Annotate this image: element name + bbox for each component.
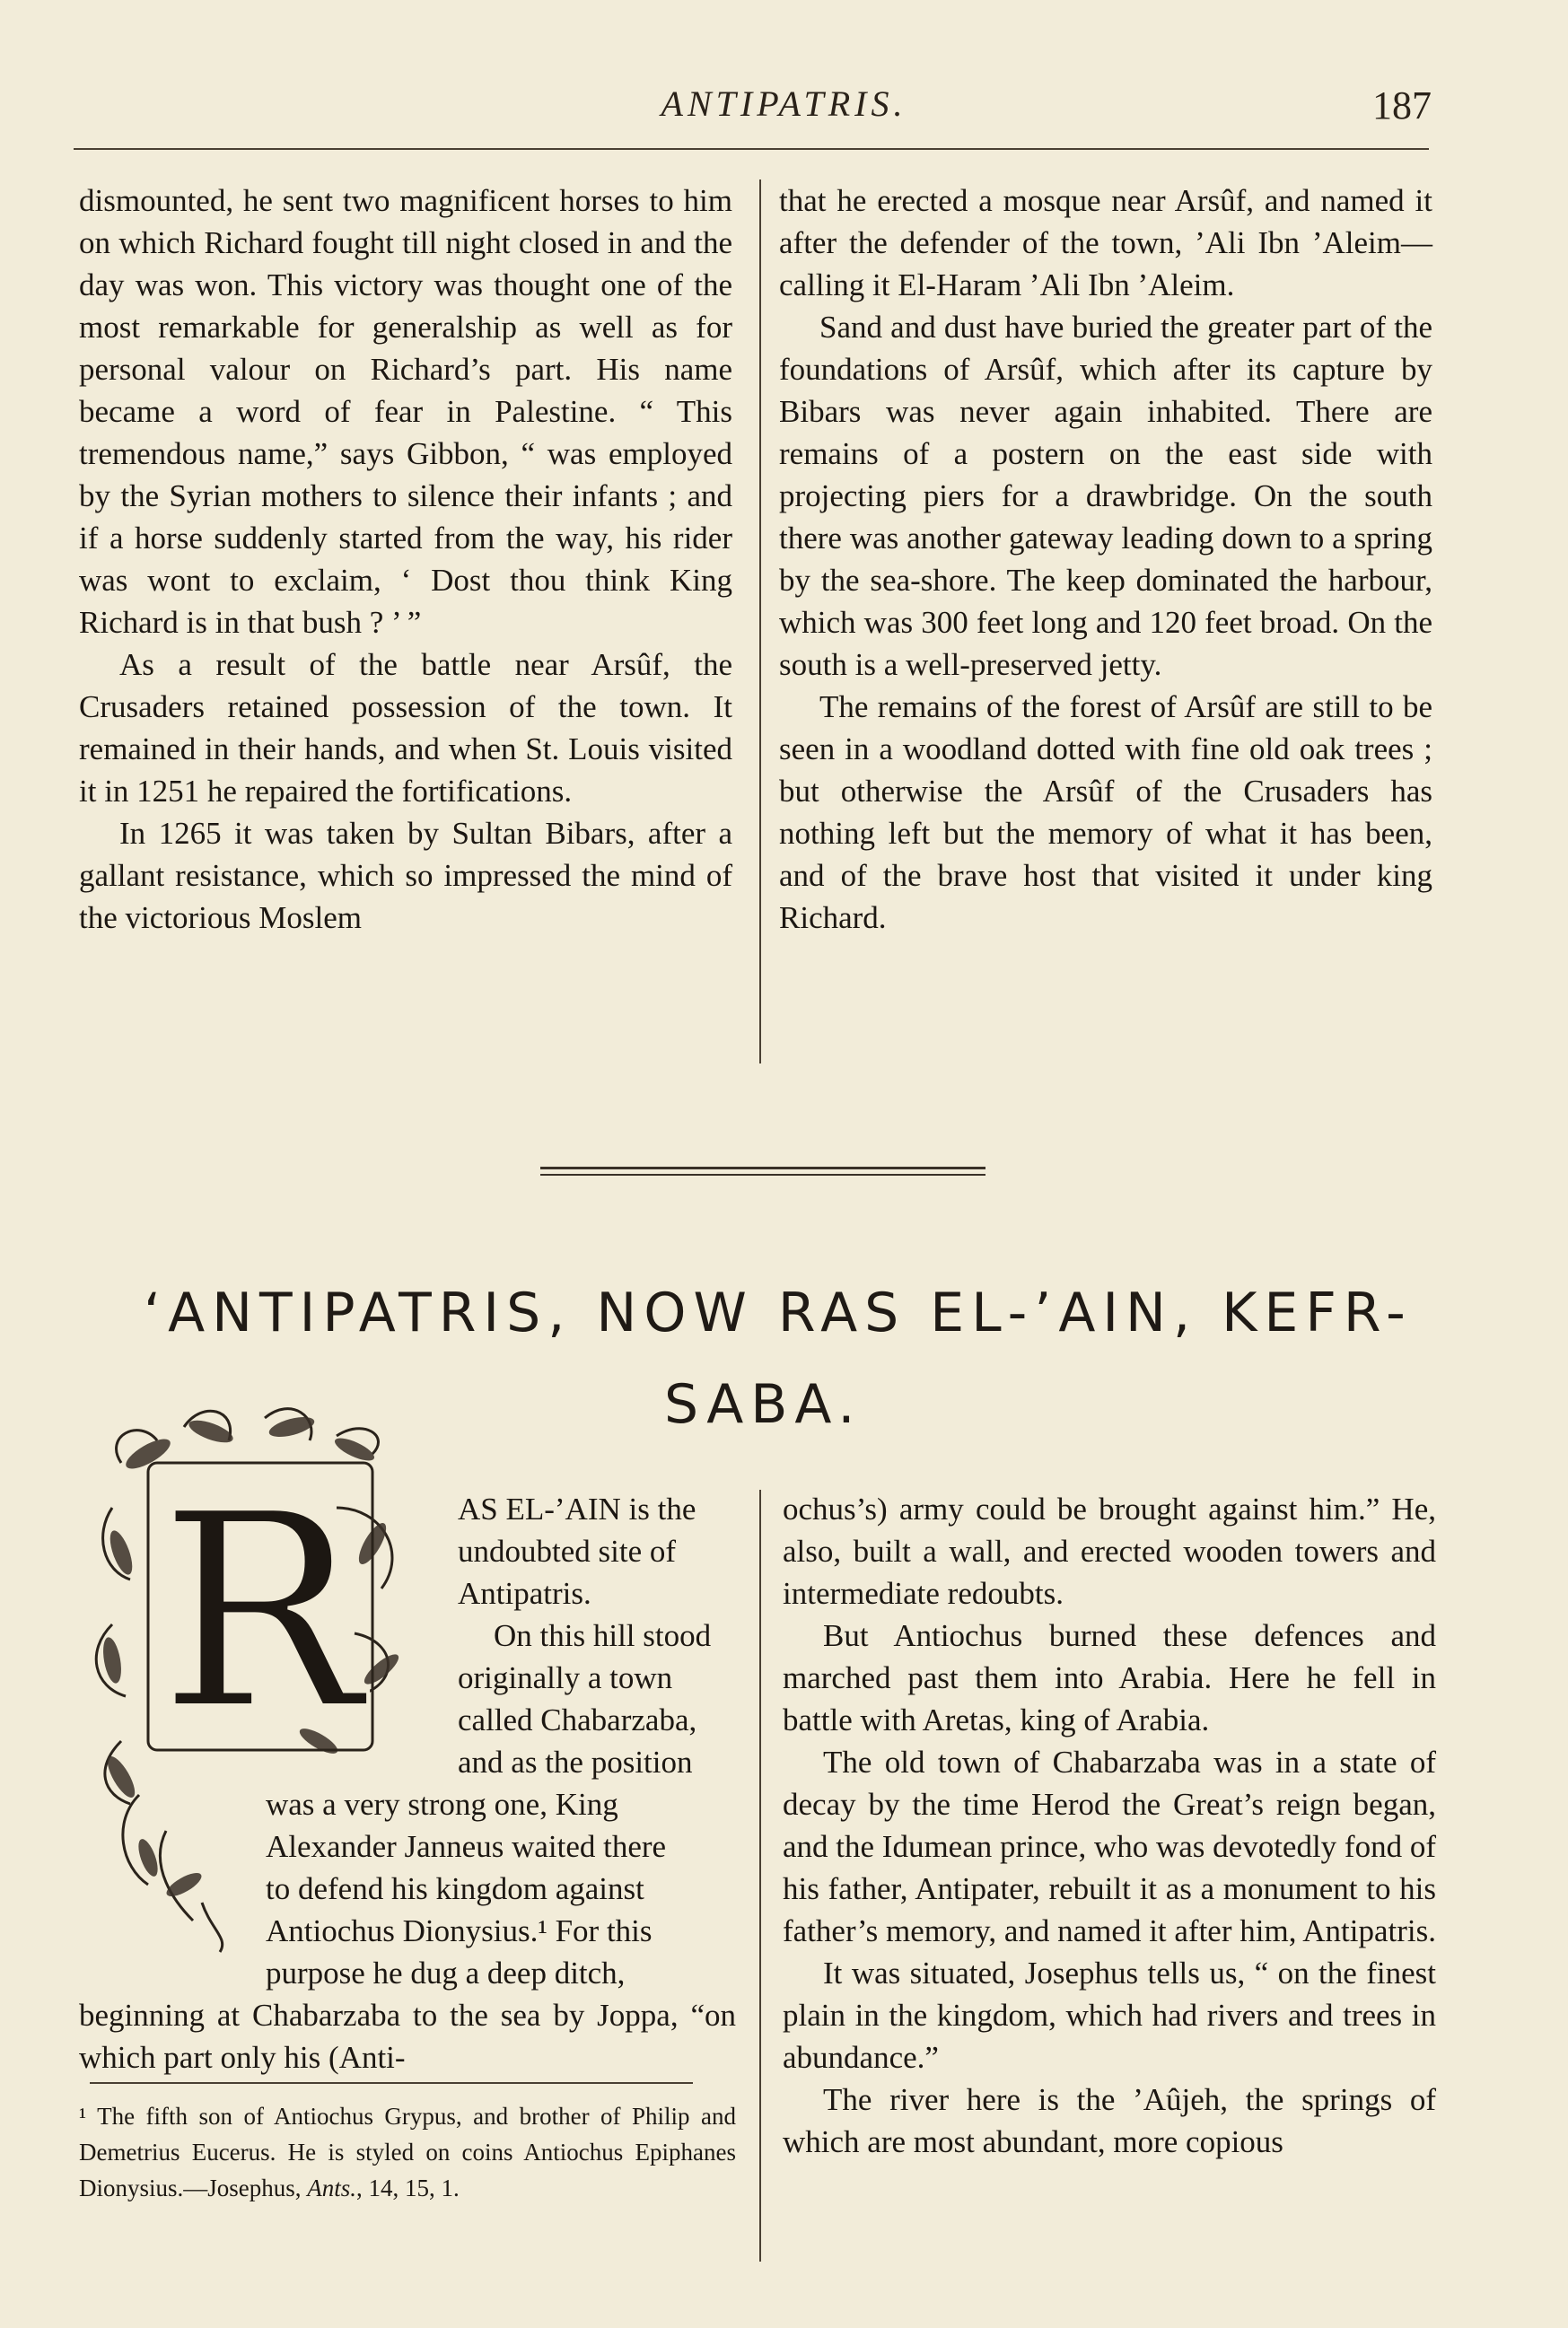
paragraph: It was situated, Josephus tells us, “ on the finest plain in the kingdom, which had rivers and trees in abundance.” <box>783 1956 1436 2075</box>
page-number: 187 <box>1372 83 1432 127</box>
paragraph: The old town of Chabarzaba was in a state of decay by the time Herod the Great’s reign began, and the Idumean prince, who was devotedly fond of his father, Antipater, rebuilt it as a monument to his father’s memory, and named it after him, Antipatris. <box>783 1745 1436 1948</box>
footnote-citation-title: Ants. <box>307 2175 357 2201</box>
chapter-title-continued: SABA. <box>664 1373 863 1436</box>
paragraph: that he erected a mosque near Arsûf, and named it after the defender of the town, ’Ali Ibn ’Aleim—calling it El-Haram ’Ali Ibn ’Aleim. <box>779 183 1432 302</box>
paragraph: But Antiochus burned these defences and marched past them into Arabia. Here he fell in battle with Aretas, king of Arabia. <box>783 1618 1436 1737</box>
text-line: to defend his kingdom against <box>266 1871 644 1906</box>
text-line: undoubted site of <box>458 1534 677 1569</box>
text-line: purpose he dug a deep ditch, <box>266 1956 626 1991</box>
lower-left-full-width <box>79 1994 736 2079</box>
column-divider-lower <box>759 1490 761 2262</box>
paragraph: beginning at Chabarzaba to the sea by Joppa, “on which part only his (Anti- <box>79 1998 736 2075</box>
text-line: and as the position <box>458 1745 693 1780</box>
text-line: was a very strong one, King <box>266 1787 618 1822</box>
lower-left-beside-stem <box>266 1783 736 1994</box>
text-line: AS EL-’AIN is the <box>458 1492 696 1527</box>
footnote-citation-ref: , 14, 15, 1. <box>356 2175 460 2201</box>
footnote-rule <box>90 2082 693 2084</box>
paragraph: The remains of the forest of Arsûf are still to be seen in a woodland dotted with fine old oak trees ; but otherwise the Arsûf of the Crusaders has nothing left but the memory of what it has been, and of the brave host that visited it under king Richard. <box>779 689 1432 935</box>
header-rule <box>74 148 1429 150</box>
text-line: originally a town <box>458 1660 673 1695</box>
text-line: Antipatris. <box>458 1576 591 1611</box>
text-line: called Chabarzaba, <box>458 1702 697 1737</box>
section-rule-top <box>540 1167 985 1169</box>
paragraph: As a result of the battle near Arsûf, the Crusaders retained possession of the town. It remained in their hands, and when St. Louis visited it in 1251 he repaired the fortifications. <box>79 647 732 809</box>
dropcap-letter: R <box>159 1456 362 1769</box>
footnote-text: ¹ The fifth son of Antiochus Grypus, and brother of Philip and Demetrius Eucerus. He is styled on coins Antiochus Epiphanes Dionysius.—Josephus, <box>79 2103 736 2201</box>
section-rule-bottom <box>540 1174 985 1176</box>
upper-right-column <box>779 179 1432 939</box>
lower-right-column <box>783 1488 1436 2163</box>
running-title: ANTIPATRIS. <box>661 83 907 124</box>
text-line: Antiochus Dionysius.¹ For this <box>266 1913 653 1948</box>
column-divider <box>759 179 761 1063</box>
text-line: Alexander Janneus waited there <box>266 1829 667 1864</box>
upper-left-column <box>79 179 732 939</box>
paragraph: dismounted, he sent two magnificent horses to him on which Richard fought till night closed in and the day was won. This victory was thought one of the most remarkable for generalship as well as for personal valour on Richard’s part. His name became a word of fear in Palestine. “ This tremendous name,” says Gibbon, “ was employed by the Syrian mothers to silence their infants ; and if a horse suddenly started from the way, his rider was wont to exclaim, ‘ Dost thou think King Richard is in that bush ? ’ ” <box>79 183 732 640</box>
chapter-title: ‘ANTIPATRIS, NOW RAS EL-’AIN, KEFR- <box>144 1282 1413 1344</box>
paragraph: In 1265 it was taken by Sultan Bibars, after a gallant resistance, which so impressed the mind of the victorious Moslem <box>79 816 732 935</box>
paragraph: ochus’s) army could be brought against him.” He, also, built a wall, and erected wooden towers and intermediate redoubts. <box>783 1492 1436 1611</box>
paragraph: The river here is the ’Aûjeh, the springs of which are most abundant, more copious <box>783 2082 1436 2159</box>
footnote <box>79 2098 736 2206</box>
text-line: On this hill stood <box>494 1618 712 1653</box>
lower-left-beside-cap <box>458 1488 740 1783</box>
paragraph: Sand and dust have buried the greater part of the foundations of Arsûf, which after its capture by Bibars was never again inhabited. There are remains of a postern on the east side with projecting piers for a drawbridge. On the south there was another gateway leading down to a spring by the sea-shore. The keep dominated the harbour, which was 300 feet long and 120 feet broad. On the south is a well-preserved jetty. <box>779 310 1432 682</box>
